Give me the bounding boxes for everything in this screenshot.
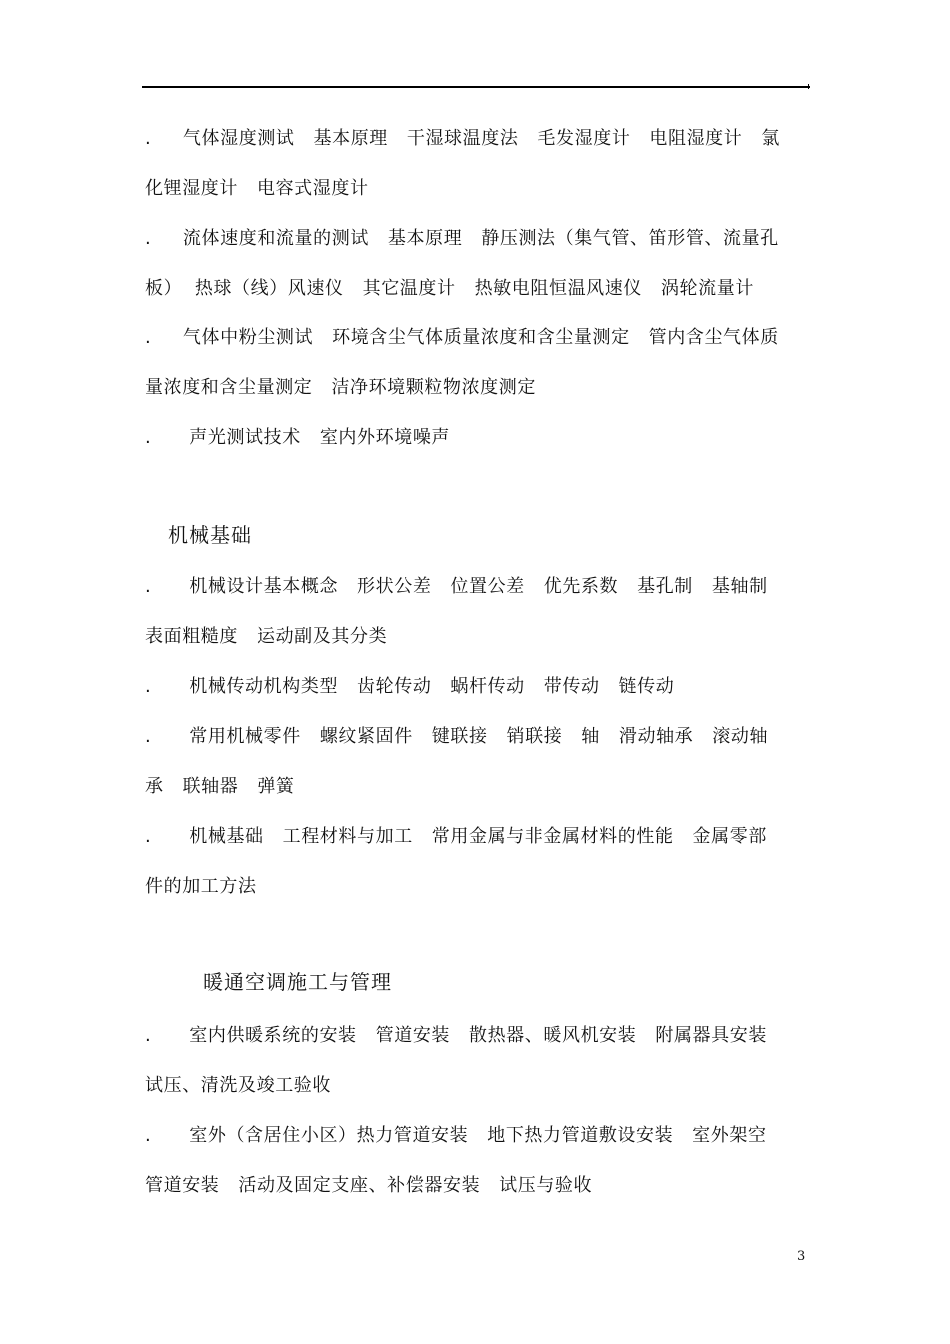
- text-line: 承 联轴器 弹簧: [145, 776, 295, 797]
- text-line: . 室内供暖系统的安装 管道安装 散热器、暖风机安装 附属器具安装: [145, 1025, 767, 1046]
- text-line: . 机械传动机构类型 齿轮传动 蜗杆传动 带传动 链传动: [145, 676, 675, 697]
- text-line: 管道安装 活动及固定支座、补偿器安装 试压与验收: [145, 1175, 593, 1196]
- text-line: . 机械基础 工程材料与加工 常用金属与非金属材料的性能 金属零部: [145, 826, 767, 847]
- text-line: . 常用机械零件 螺纹紧固件 键联接 销联接 轴 滑动轴承 滚动轴: [145, 726, 769, 747]
- text-line: 板） 热球（线）风速仪 其它温度计 热敏电阻恒温风速仪 涡轮流量计: [145, 278, 754, 299]
- text-line: . 机械设计基本概念 形状公差 位置公差 优先系数 基孔制 基轴制: [145, 576, 768, 597]
- page-number: 3: [797, 1249, 806, 1264]
- text-line: . 气体湿度测试 基本原理 干湿球温度法 毛发湿度计 电阻湿度计 氯: [145, 128, 780, 149]
- header-rule: [142, 86, 810, 88]
- section-heading: 机械基础: [168, 523, 252, 547]
- text-line: 件的加工方法: [145, 876, 257, 897]
- text-line: . 流体速度和流量的测试 基本原理 静压测法（集气管、笛形管、流量孔: [145, 228, 779, 249]
- text-line: 量浓度和含尘量测定 洁净环境颗粒物浓度测定: [145, 377, 536, 398]
- text-line: 表面粗糙度 运动副及其分类: [145, 626, 388, 647]
- text-line: . 声光测试技术 室内外环境噪声: [145, 427, 451, 448]
- text-line: . 气体中粉尘测试 环境含尘气体质量浓度和含尘量测定 管内含尘气体质: [145, 327, 779, 348]
- header-rule-tick: [808, 84, 809, 89]
- text-line: 试压、清洗及竣工验收: [145, 1075, 331, 1096]
- text-line: . 室外（含居住小区）热力管道安装 地下热力管道敷设安装 室外架空: [145, 1125, 767, 1146]
- text-line: 化锂湿度计 电容式湿度计: [145, 178, 369, 199]
- section-heading: 暖通空调施工与管理: [203, 970, 392, 994]
